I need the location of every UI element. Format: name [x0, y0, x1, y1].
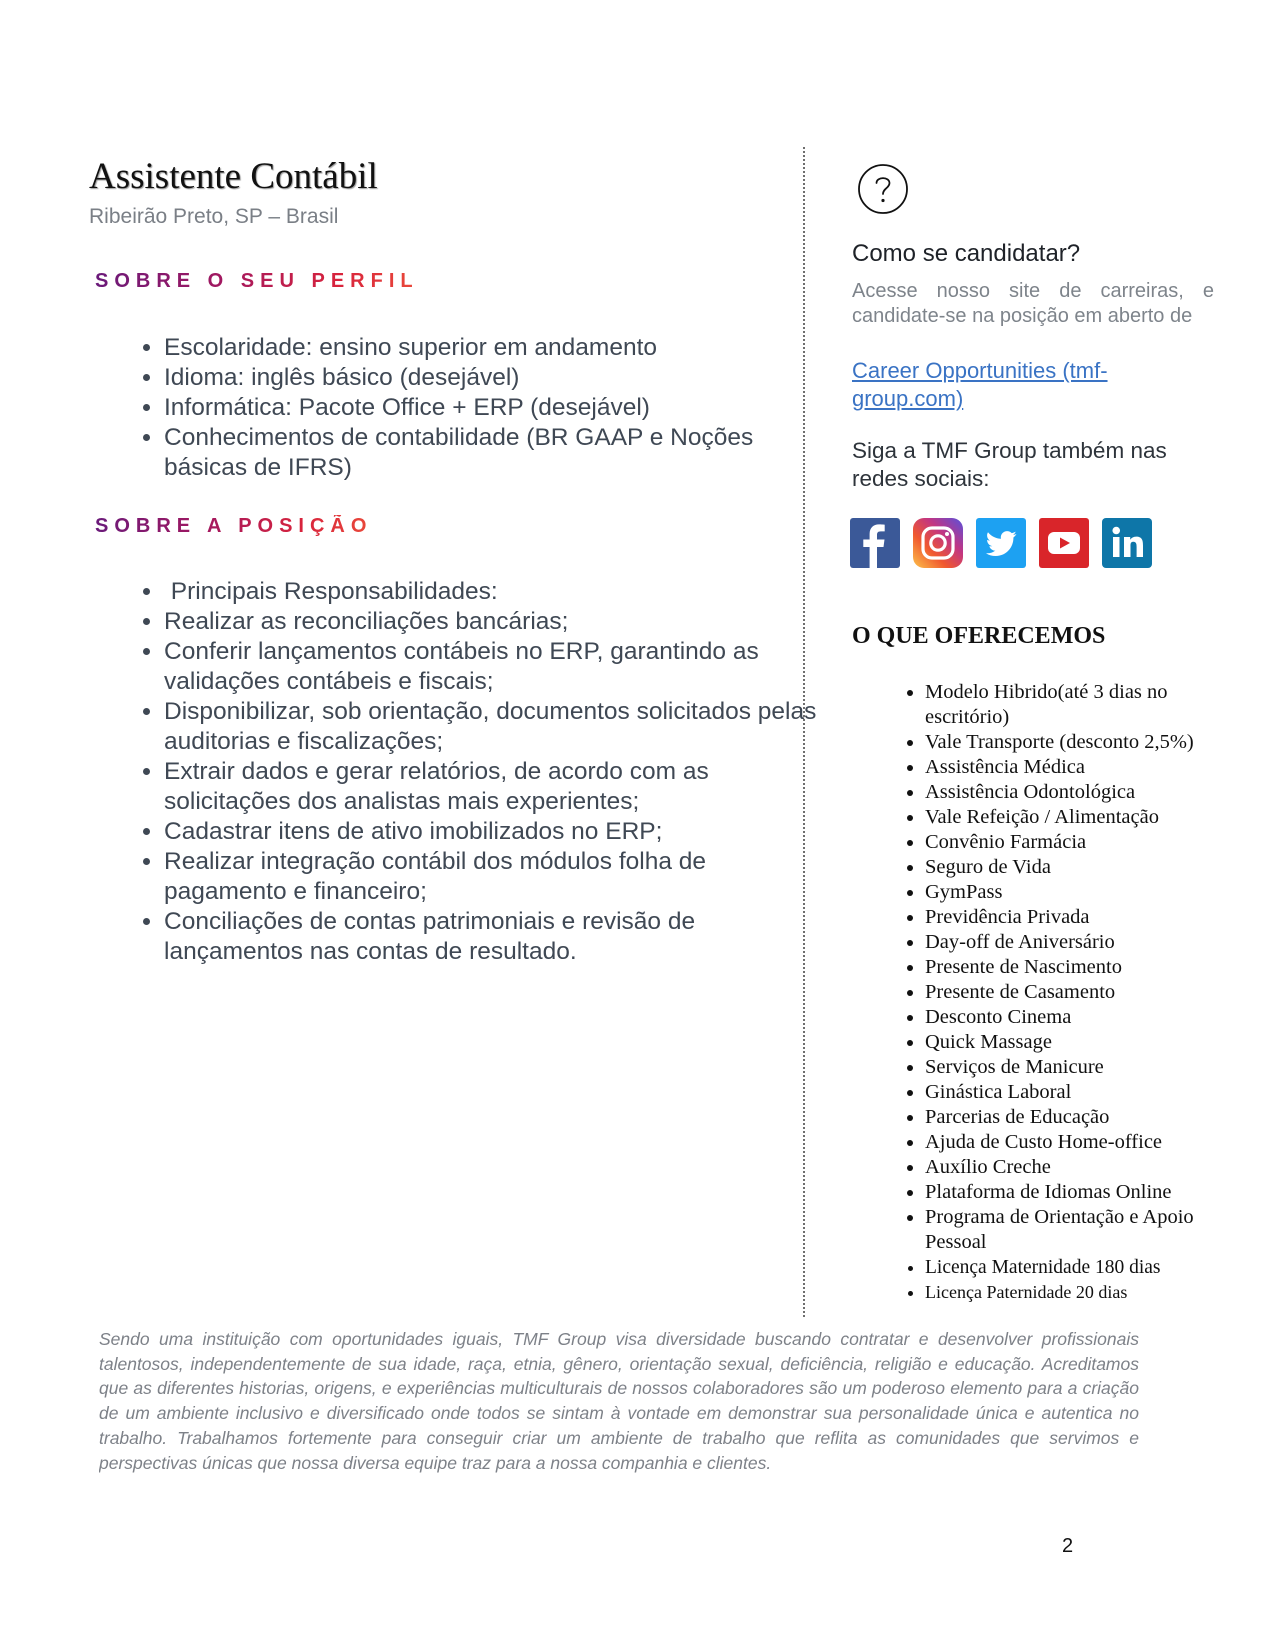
list-item: • Cadastrar itens de ativo imobilizados no ERP; — [164, 817, 824, 847]
list-item: • Modelo Hibrido(até 3 dias no escritório) — [925, 680, 1255, 730]
list-item: • Conferir lançamentos contábeis no ERP, garantindo as validações contábeis e fiscais; — [164, 637, 824, 697]
list-item: • Seguro de Vida — [925, 855, 1255, 880]
job-location: Ribeirão Preto, SP – Brasil — [89, 205, 339, 228]
list-item: • Parcerias de Educação — [925, 1105, 1255, 1130]
list-item: • Idioma: inglês básico (desejável) — [164, 363, 824, 393]
facebook-icon[interactable] — [850, 518, 900, 568]
offers-list — [885, 680, 1255, 1305]
question-icon — [857, 163, 909, 215]
list-item: • Assistência Médica — [925, 755, 1255, 780]
linkedin-icon[interactable] — [1102, 518, 1152, 568]
list-item: • Vale Transporte (desconto 2,5%) — [925, 730, 1255, 755]
list-item: • Programa de Orientação e Apoio Pessoal — [925, 1205, 1255, 1255]
list-item: • Day-off de Aniversário — [925, 930, 1255, 955]
profile-heading: SOBRE O SEU PERFIL — [95, 270, 419, 292]
list-item: • Plataforma de Idiomas Online — [925, 1180, 1255, 1205]
job-title: Assistente Contábil — [89, 156, 378, 197]
list-item: • Presente de Nascimento — [925, 955, 1255, 980]
list-item: • Ginástica Laboral — [925, 1080, 1255, 1105]
careers-link[interactable]: Career Opportunities (tmf-group.com) — [852, 358, 1108, 411]
list-item: • Informática: Pacote Office + ERP (desejável) — [164, 393, 824, 423]
apply-text: Acesse nosso site de carreiras, e candidate-se na posição em aberto de — [852, 280, 1214, 327]
list-item: • Desconto Cinema — [925, 1005, 1255, 1030]
list-item: • Realizar integração contábil dos módulos folha de pagamento e financeiro; — [164, 847, 824, 907]
instagram-icon[interactable] — [913, 518, 963, 568]
list-item: • Ajuda de Custo Home-office — [925, 1130, 1255, 1155]
position-heading: SOBRE A POSIÇÃO — [95, 515, 373, 537]
list-item: • Principais Responsabilidades: — [164, 577, 824, 607]
social-text: Siga a TMF Group também nas redes sociais: — [852, 438, 1167, 491]
list-item: • Realizar as reconciliações bancárias; — [164, 607, 824, 637]
list-item: • Auxílio Creche — [925, 1155, 1255, 1180]
list-item: • Serviços de Manicure — [925, 1055, 1255, 1080]
list-item: • GymPass — [925, 880, 1255, 905]
list-item: • Licença Maternidade 180 dias — [925, 1255, 1255, 1280]
list-item: • Conciliações de contas patrimoniais e revisão de lançamentos nas contas de resultado. — [164, 907, 824, 967]
list-item: • Extrair dados e gerar relatórios, de acordo com as solicitações dos analistas mais experientes; — [164, 757, 824, 817]
apply-heading: Como se candidatar? — [852, 240, 1081, 267]
column-divider — [803, 147, 805, 1317]
list-item: • Previdência Privada — [925, 905, 1255, 930]
list-item: • Vale Refeição / Alimentação — [925, 805, 1255, 830]
twitter-icon[interactable] — [976, 518, 1026, 568]
profile-list — [115, 333, 824, 483]
list-item: • Escolaridade: ensino superior em andamento — [164, 333, 824, 363]
youtube-icon[interactable] — [1039, 518, 1089, 568]
list-item: • Quick Massage — [925, 1030, 1255, 1055]
page-number: 2 — [1062, 1535, 1074, 1557]
diversity-disclaimer: Sendo uma instituição com oportunidades iguais, TMF Group visa diversidade buscando contratar e desenvolver profissionais talentosos, independentemente de sua idade, raça, etnia, gênero, orientação sexual, deficiência, religião e educação. Acreditamos que as diferentes historias, origens, e experiências multiculturais de nossos colaboradores são um poderoso elemento para a criação de um ambiente inclusivo e diversificado onde todos se sintam à vontade em demonstrar sua personalidade única e autentica no trabalho. Trabalhamos fortemente para conseguir criar um ambiente de trabalho que reflita as comunidades que servimos e perspectivas únicas que nossa diversa equipe traz para a nossa companhia e clientes. — [99, 1329, 1139, 1473]
list-item: • Licença Paternidade 20 dias — [925, 1280, 1255, 1305]
position-list — [115, 577, 824, 967]
list-item: • Conhecimentos de contabilidade (BR GAAP e Noções básicas de IFRS) — [164, 423, 824, 483]
list-item: • Convênio Farmácia — [925, 830, 1255, 855]
list-item: • Presente de Casamento — [925, 980, 1255, 1005]
list-item: • Disponibilizar, sob orientação, documentos solicitados pelas auditorias e fiscalizações; — [164, 697, 824, 757]
offers-heading: O QUE OFERECEMOS — [852, 623, 1106, 649]
list-item: • Assistência Odontológica — [925, 780, 1255, 805]
